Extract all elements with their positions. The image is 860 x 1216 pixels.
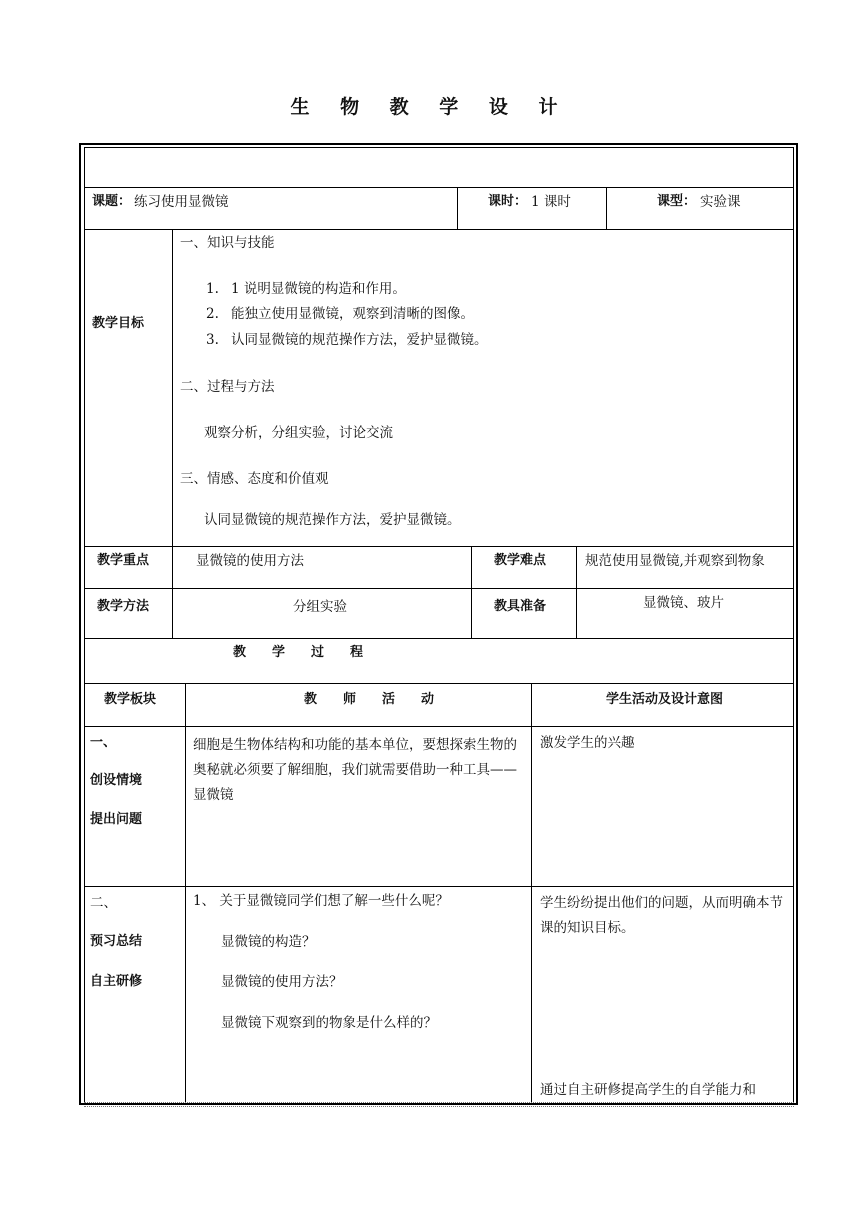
block-title-line: 提出问题 — [90, 812, 143, 827]
col-divider — [457, 187, 458, 229]
page-title: 生 物 教 学 设 计 — [290, 96, 570, 118]
row-divider — [84, 726, 794, 727]
block-title-line: 预习总结 — [90, 934, 143, 949]
hours-value: 1 课时 — [531, 194, 571, 210]
teacher-activity-line: 1、 关于显微镜同学们想了解一些什么呢？ — [193, 893, 449, 909]
objective-item-number: 2. — [206, 306, 219, 322]
row-divider — [84, 187, 794, 188]
objectives-section-3-text: 认同显微镜的规范操作方法，爱护显微镜。 — [204, 512, 461, 528]
student-activity-text: 激发学生的兴趣 — [540, 735, 635, 751]
objectives-section-2-text: 观察分析，分组实验，讨论交流 — [204, 425, 393, 441]
difficulty-label: 教学难点 — [494, 553, 547, 568]
row-divider — [84, 638, 794, 639]
teacher-activity-text: 细胞是生物体结构和功能的基本单位，要想探索生物的奥秘就必须要了解细胞，我们就需要借助一种工具——显微镜 — [193, 737, 517, 803]
objectives-section-2: 二、过程与方法 — [180, 379, 275, 395]
type-label: 课型： — [657, 194, 697, 209]
col-divider — [531, 683, 532, 1105]
difficulty-value: 规范使用显微镜,并观察到物象 — [585, 553, 765, 569]
row-divider — [84, 546, 794, 547]
objectives-section-3: 三、情感、态度和价值观 — [180, 471, 329, 487]
student-activity-text-continued: 通过自主研修提高学生的自学能力和 — [540, 1082, 756, 1098]
col-divider — [606, 187, 607, 229]
method-value: 分组实验 — [293, 599, 347, 615]
teacher-activity-line: 显微镜的构造？ — [221, 934, 316, 950]
method-label: 教学方法 — [97, 599, 150, 614]
header-block: 教学板块 — [104, 692, 157, 707]
col-divider — [172, 229, 173, 638]
block-title-line: 自主研修 — [90, 974, 143, 989]
block-title-line: 创设情境 — [90, 773, 143, 788]
tools-value: 显微镜、玻片 — [643, 595, 724, 611]
process-title: 教 学 过 程 — [233, 645, 364, 660]
objective-item: 1 说明显微镜的构造和作用。 — [231, 281, 406, 297]
header-student: 学生活动及设计意图 — [606, 692, 724, 707]
hours-label: 课时： — [488, 194, 528, 209]
objectives-label: 教学目标 — [92, 316, 145, 331]
row-divider — [84, 229, 794, 230]
tools-label: 教具准备 — [494, 599, 547, 614]
key-point-value: 显微镜的使用方法 — [196, 553, 304, 569]
col-divider — [471, 546, 472, 638]
block-number: 一、 — [90, 735, 117, 750]
row-divider — [84, 588, 794, 589]
objectives-section-1: 一、知识与技能 — [180, 235, 275, 251]
page-break-border — [84, 1102, 794, 1107]
row-divider — [84, 683, 794, 684]
header-teacher: 教 师 活 动 — [304, 692, 435, 707]
objective-item-number: 1. — [206, 281, 219, 297]
topic-label: 课题： — [92, 194, 132, 209]
block-number: 二、 — [90, 895, 117, 911]
teacher-activity-line: 显微镜的使用方法？ — [221, 974, 343, 990]
objective-item: 认同显微镜的规范操作方法，爱护显微镜。 — [231, 332, 488, 348]
student-activity-text: 学生纷纷提出他们的问题，从而明确本节课的知识目标。 — [540, 895, 783, 936]
teacher-activity-line: 显微镜下观察到的物象是什么样的？ — [221, 1015, 437, 1031]
col-divider — [576, 546, 577, 638]
col-divider — [185, 683, 186, 1105]
key-point-label: 教学重点 — [97, 553, 150, 568]
topic-value: 练习使用显微镜 — [134, 194, 229, 210]
objective-item-number: 3. — [206, 332, 219, 348]
row-divider — [84, 886, 794, 887]
objective-item: 能独立使用显微镜，观察到清晰的图像。 — [231, 306, 474, 322]
type-value: 实验课 — [700, 194, 741, 210]
lesson-plan-table-inner — [84, 147, 794, 1105]
